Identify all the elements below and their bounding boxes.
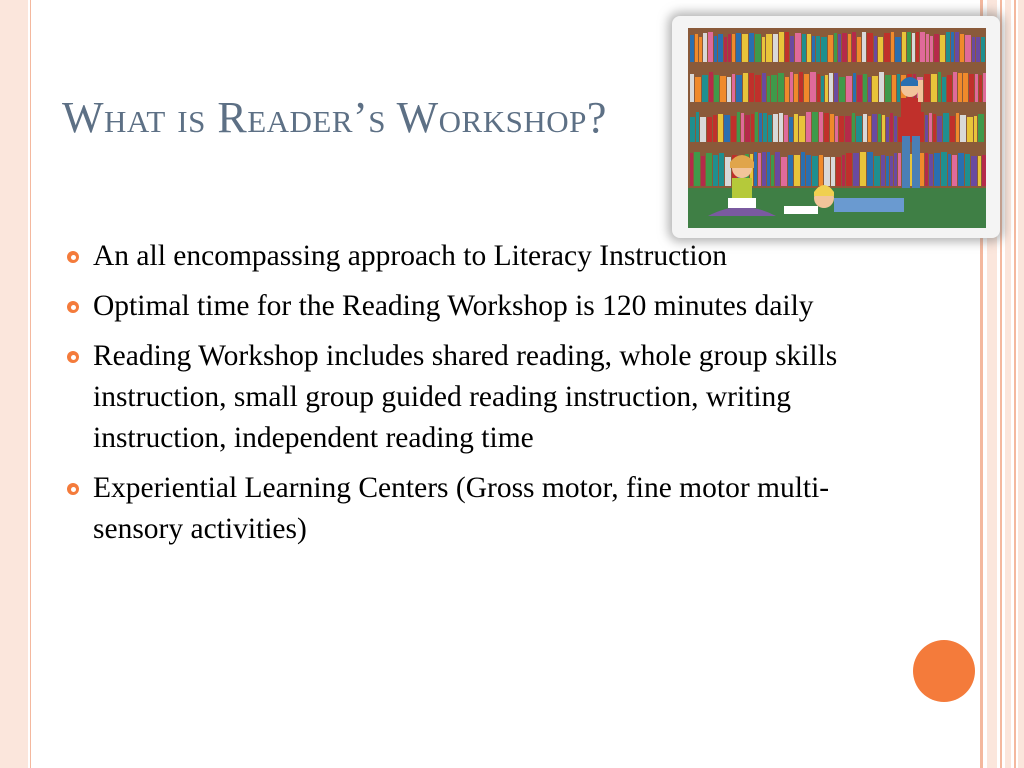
book-spine [934, 153, 940, 186]
book-spine [974, 116, 977, 142]
book-spine [736, 75, 742, 102]
book-spine [718, 34, 723, 62]
book-spine [732, 34, 735, 62]
book-spine [695, 34, 698, 62]
book-spine [737, 112, 740, 142]
right-decor-stripe [1000, 0, 1002, 768]
book-spine [926, 34, 929, 62]
decor-circle [913, 640, 975, 702]
book-spine [929, 113, 932, 142]
book-spine [981, 37, 985, 62]
book-spine [736, 33, 741, 62]
book-spine [819, 155, 823, 186]
book-spine [878, 37, 883, 62]
book-spine [938, 72, 941, 102]
book-spine [724, 37, 727, 62]
book-spine [821, 76, 824, 102]
book-spine [778, 73, 784, 102]
book-spine [762, 73, 766, 102]
book-spine [857, 37, 861, 62]
book-spine [895, 37, 901, 62]
book-spine [836, 157, 841, 186]
book-spine [868, 77, 871, 102]
book-spine [727, 77, 731, 102]
book-spine [801, 152, 805, 186]
book-spine [699, 37, 702, 62]
book-spine [807, 34, 811, 62]
book-spine [812, 36, 815, 62]
book-spine [806, 155, 811, 186]
book-spine [952, 155, 957, 186]
bullet-item [65, 468, 885, 550]
book-spine [810, 72, 816, 102]
book-spine [839, 77, 845, 102]
book-spine [845, 116, 851, 142]
bullet-icon [67, 483, 79, 495]
book-spine [790, 36, 794, 62]
book-spine [929, 154, 933, 186]
book-spine [762, 37, 765, 62]
bullet-item [65, 236, 885, 277]
bullet-item [65, 286, 885, 327]
book-spine [821, 37, 827, 62]
book-spine [755, 75, 761, 102]
bullet-text: Optimal time for the Reading Workshop is 120 minutes daily [93, 290, 814, 322]
book-spine [812, 112, 818, 142]
book-spine [965, 35, 971, 62]
book-spine [912, 33, 915, 62]
book-spine [971, 156, 977, 186]
library-illustration [672, 16, 1000, 238]
book-spine [894, 153, 897, 186]
book-spine [834, 33, 837, 62]
book-spine [874, 156, 880, 186]
right-decor-stripe [1005, 0, 1011, 768]
book-spine [781, 157, 787, 186]
book-spine [975, 74, 978, 102]
book-spine [853, 73, 856, 102]
book-spine [925, 153, 928, 186]
book-spine [755, 112, 758, 142]
book-spine [852, 113, 855, 142]
bullet-item [65, 336, 885, 459]
book-spine [690, 117, 695, 142]
book-spine [897, 74, 900, 102]
book-spine [713, 155, 718, 186]
book-spine [907, 32, 911, 62]
book-spine [706, 153, 712, 186]
book-spine [788, 155, 793, 186]
book-spine [852, 32, 856, 62]
book-spine [806, 112, 811, 142]
book-spine [958, 153, 964, 186]
book-spine [920, 32, 925, 62]
slide-title: What is Reader’s Workshop? [62, 93, 607, 142]
book-spine [862, 32, 866, 62]
book-spine [713, 115, 717, 142]
book-spine [891, 32, 894, 62]
book-spine [767, 152, 770, 186]
book-spine [758, 153, 761, 186]
book-spine [714, 36, 717, 62]
book-spine [702, 75, 708, 102]
book-spine [771, 75, 777, 102]
book-spine [951, 32, 954, 62]
book-spine [773, 114, 778, 142]
book-spine [766, 34, 772, 62]
book-spine [976, 37, 980, 62]
book-spine [751, 114, 754, 142]
book-spine [694, 152, 700, 186]
book-spine [947, 75, 952, 102]
book-spine [842, 155, 845, 186]
book-spine [762, 152, 766, 186]
book-spine [829, 73, 833, 102]
book-spine [937, 116, 942, 142]
book-spine [799, 72, 803, 102]
book-spine [731, 116, 736, 142]
book-spine [978, 114, 984, 142]
book-spine [812, 156, 818, 186]
bullet-list [65, 236, 885, 559]
book-spine [863, 74, 867, 102]
left-decor-strip [0, 0, 28, 768]
book-spine [885, 75, 891, 102]
book-spine [955, 32, 959, 62]
book-spine [867, 152, 873, 186]
book-spine [892, 75, 896, 102]
book-spine [972, 37, 975, 62]
book-spine [890, 156, 893, 186]
book-spine [924, 74, 930, 102]
book-spine [963, 73, 968, 102]
book-spine [940, 35, 945, 62]
book-spine [916, 32, 919, 62]
book-spine [714, 75, 719, 102]
book-spine [902, 32, 906, 62]
book-spine [848, 34, 851, 62]
book-spine [749, 33, 754, 62]
book-spine [958, 73, 962, 102]
book-spine [967, 117, 973, 142]
book-spine [931, 74, 937, 102]
book-spine [724, 115, 730, 142]
book-spine [804, 74, 809, 102]
book-spine [718, 114, 723, 142]
book-spine [728, 34, 731, 62]
book-spine [838, 34, 841, 62]
book-spine [830, 114, 834, 142]
book-spine [819, 112, 823, 142]
book-spine [853, 153, 859, 186]
book-spine [969, 74, 974, 102]
book-spine [690, 74, 694, 102]
book-spine [773, 34, 778, 62]
book-spine [799, 116, 805, 142]
book-spine [775, 152, 780, 186]
book-spine [701, 156, 705, 186]
book-spine [965, 154, 970, 186]
book-spine [785, 32, 789, 62]
book-spine [872, 114, 877, 142]
book-spine [886, 117, 889, 142]
book-spine [745, 115, 750, 142]
book-spine [742, 34, 748, 62]
book-spine [779, 113, 783, 142]
book-spine [930, 36, 933, 62]
book-spine [863, 114, 867, 142]
book-spine [934, 34, 939, 62]
book-spine [779, 32, 784, 62]
book-spine [816, 36, 820, 62]
book-spine [872, 76, 878, 102]
book-spine [732, 74, 735, 102]
book-spine [878, 114, 881, 142]
book-spine [874, 36, 877, 62]
bullet-text: Experiential Learning Centers (Gross motor, fine motor multi-sensory activities) [93, 472, 830, 545]
book-spine [695, 77, 701, 102]
book-spine [828, 35, 833, 62]
book-spine [817, 74, 820, 102]
book-spine [825, 75, 828, 102]
book-spine [794, 155, 800, 186]
book-spine [794, 74, 798, 102]
bullet-icon [67, 301, 79, 313]
book-spine [956, 113, 959, 142]
library-bookshelf-icon [688, 28, 986, 228]
book-spine [943, 113, 949, 142]
book-spine [690, 35, 694, 62]
book-spine [719, 153, 724, 186]
book-spine [884, 33, 890, 62]
book-spine [953, 72, 957, 102]
book-spine [920, 153, 924, 186]
book-spine [881, 155, 885, 186]
right-decor-stripe [1018, 0, 1024, 768]
book-spine [983, 73, 986, 102]
book-spine [700, 117, 706, 142]
book-spine [708, 32, 713, 62]
book-spine [846, 76, 852, 102]
book-spine [946, 32, 950, 62]
book-spine [979, 75, 982, 102]
book-spine [771, 155, 774, 186]
book-spine [834, 73, 838, 102]
book-spine [898, 153, 901, 186]
book-spine [759, 113, 762, 142]
book-spine [763, 113, 767, 142]
book-spine [925, 115, 928, 142]
book-spine [857, 75, 862, 102]
bullet-icon [67, 251, 79, 263]
book-spine [842, 33, 847, 62]
book-spine [754, 152, 757, 186]
book-spine [696, 112, 699, 142]
book-spine [784, 115, 788, 142]
book-spine [743, 73, 748, 102]
book-spine [879, 72, 884, 102]
book-spine [785, 77, 789, 102]
bullet-text: Reading Workshop includes shared reading, whole group skills instruction, small group guided reading instruction, writing instruction, independent reading time [93, 340, 838, 454]
book-spine [767, 76, 770, 102]
bullet-icon [67, 351, 79, 363]
book-spine [982, 155, 986, 186]
right-decor-stripe [1014, 0, 1016, 768]
book-spine [725, 157, 731, 186]
book-spine [824, 157, 830, 186]
book-spine [978, 156, 981, 186]
book-spine [856, 116, 862, 142]
book-spine [886, 156, 889, 186]
book-spine [948, 154, 951, 186]
book-spine [749, 73, 754, 102]
book-spine [755, 34, 761, 62]
book-spine [802, 34, 806, 62]
book-spine [790, 72, 793, 102]
book-spine [824, 113, 829, 142]
book-spine [794, 114, 798, 142]
book-spine [960, 115, 966, 142]
book-spine [720, 76, 726, 102]
book-spine [867, 33, 873, 62]
book-spine [835, 116, 838, 142]
book-spine [950, 116, 955, 142]
book-spine [789, 117, 793, 142]
book-spine [894, 116, 897, 142]
left-decor-line [30, 0, 31, 768]
book-spine [703, 33, 707, 62]
book-spine [839, 116, 844, 142]
book-spine [882, 115, 885, 142]
book-spine [741, 113, 744, 142]
child-standing-figure [901, 77, 923, 188]
book-spine [831, 157, 835, 186]
book-spine [860, 152, 866, 186]
book-spine [868, 116, 871, 142]
book-spine [942, 77, 946, 102]
book-spine [795, 33, 801, 62]
bullet-text: An all encompassing approach to Literacy Instruction [93, 240, 728, 272]
book-spine [768, 115, 772, 142]
book-spine [846, 153, 852, 186]
book-spine [709, 72, 713, 102]
book-spine [890, 113, 893, 142]
book-spine [707, 117, 712, 142]
book-spine [933, 114, 936, 142]
book-spine [941, 152, 947, 186]
book-spine [690, 153, 693, 186]
book-spine [960, 34, 964, 62]
